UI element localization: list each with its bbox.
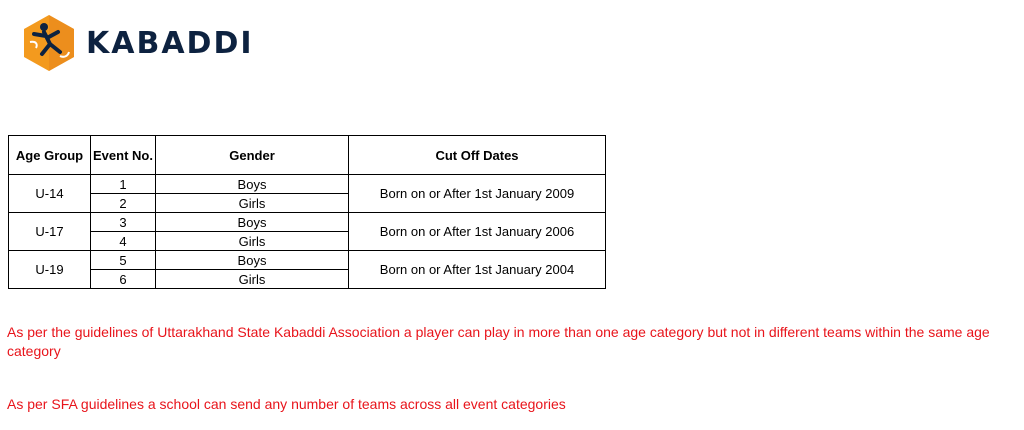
age-group-cell: U-19: [9, 251, 91, 289]
gender-cell: Boys: [156, 213, 349, 232]
header-gender: Gender: [156, 136, 349, 175]
gender-cell: Girls: [156, 232, 349, 251]
event-no-cell: 5: [91, 251, 156, 270]
age-group-cell: U-17: [9, 213, 91, 251]
brand-name: KABADDI: [86, 25, 254, 61]
gender-cell: Boys: [156, 251, 349, 270]
age-group-cell: U-14: [9, 175, 91, 213]
event-no-cell: 6: [91, 270, 156, 289]
table-header-row: [9, 136, 606, 175]
brand-logo: [22, 14, 254, 72]
table-row: [9, 175, 606, 194]
cutoff-table: [8, 135, 606, 289]
table-row: [9, 251, 606, 270]
header-age-group: Age Group: [9, 136, 91, 175]
age-category-guideline-note: As per the guidelines of Uttarakhand State Kabaddi Association a player can play in more than one age category but not in different teams within the same age category: [7, 324, 990, 359]
event-no-cell: 4: [91, 232, 156, 251]
cutoff-date-cell: Born on or After 1st January 2006: [349, 213, 606, 251]
header-event-no: Event No.: [91, 136, 156, 175]
cutoff-date-cell: Born on or After 1st January 2009: [349, 175, 606, 213]
gender-cell: Girls: [156, 270, 349, 289]
header-cutoff-dates: Cut Off Dates: [349, 136, 606, 175]
gender-cell: Boys: [156, 175, 349, 194]
event-no-cell: 1: [91, 175, 156, 194]
gender-cell: Girls: [156, 194, 349, 213]
sfa-team-guideline-note: As per SFA guidelines a school can send any number of teams across all event categories: [7, 396, 566, 412]
event-no-cell: 3: [91, 213, 156, 232]
event-no-cell: 2: [91, 194, 156, 213]
cutoff-date-cell: Born on or After 1st January 2004: [349, 251, 606, 289]
table-row: [9, 213, 606, 232]
kabaddi-player-hexagon-icon: [22, 14, 76, 72]
